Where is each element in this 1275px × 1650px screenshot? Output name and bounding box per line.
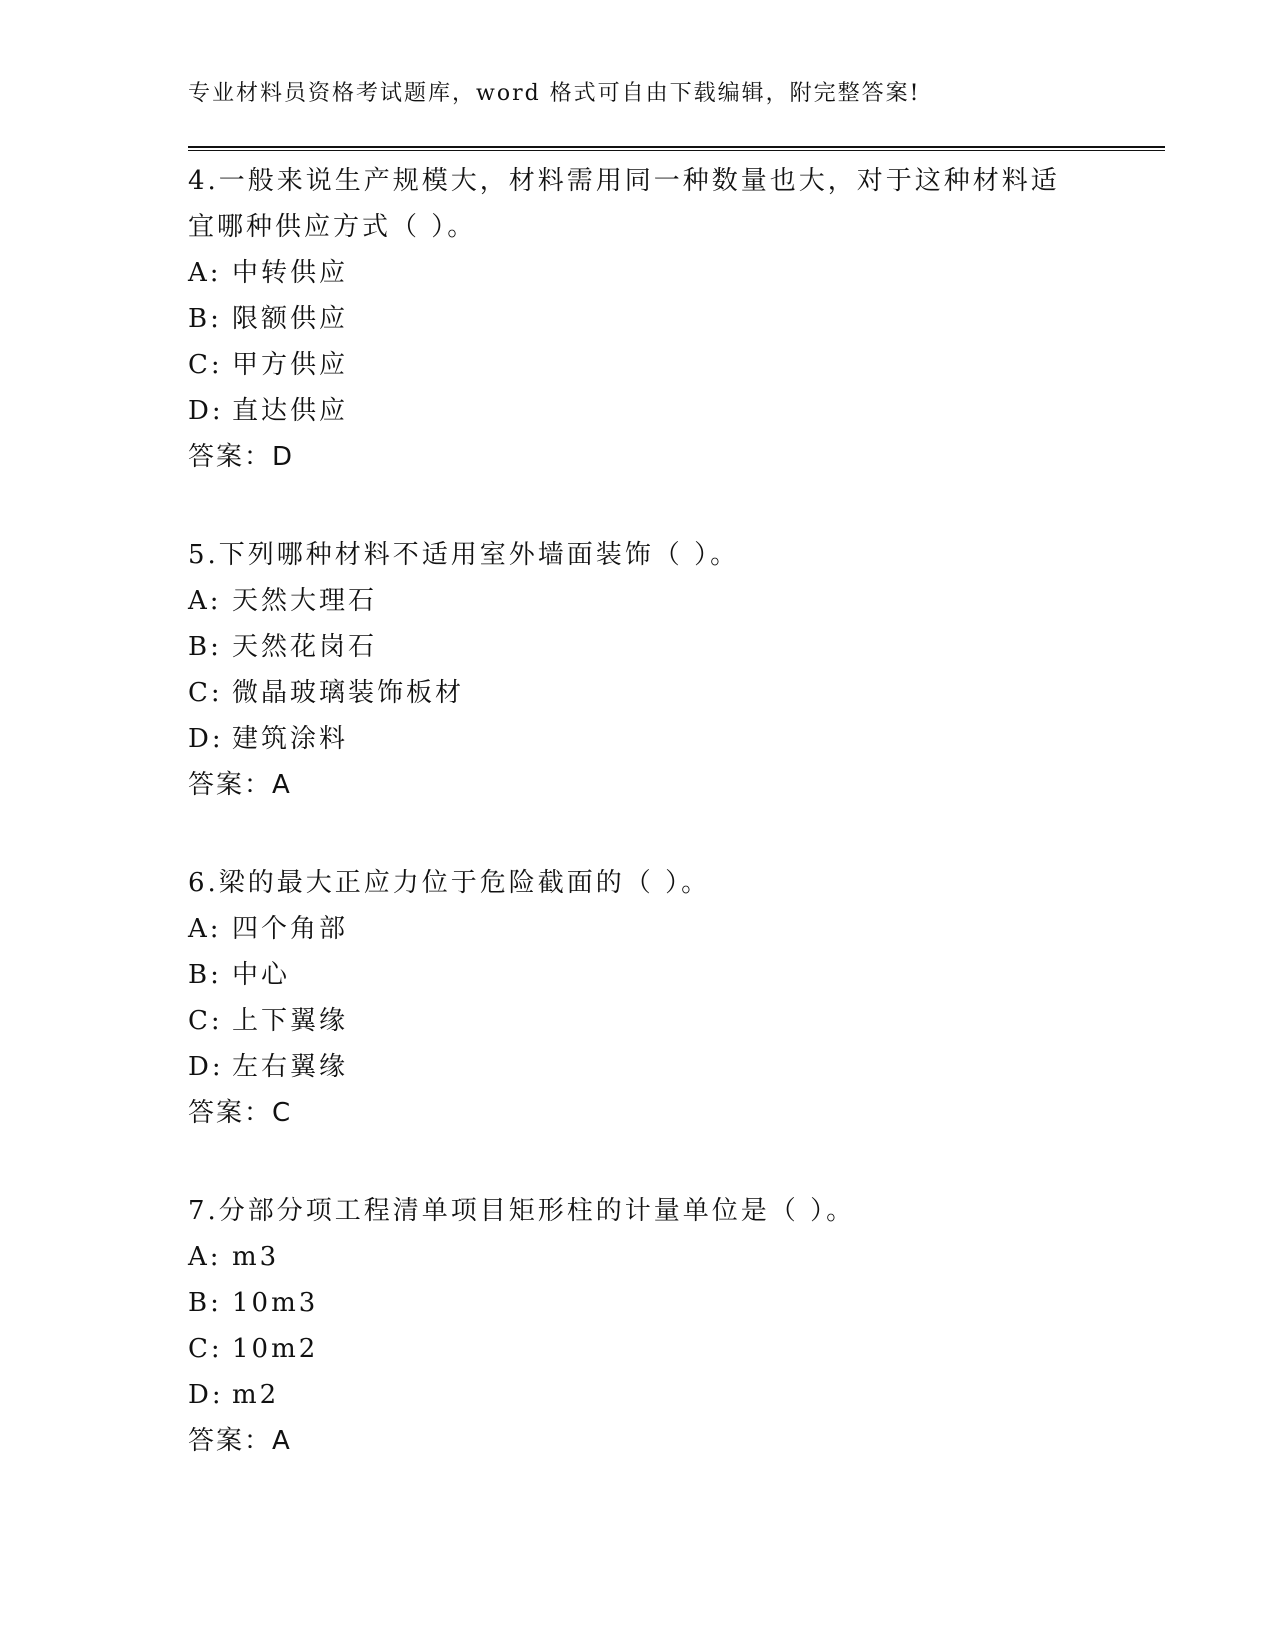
option-a [188, 578, 1088, 624]
option-a [188, 250, 1088, 296]
option-b [188, 624, 1088, 670]
header-divider [188, 146, 1165, 151]
option-c [188, 1326, 1088, 1372]
option-key: D: [188, 724, 224, 754]
question-list [188, 158, 1088, 1516]
question-stem: 5.下列哪种材料不适用室外墙面装饰（ ）。 [188, 540, 740, 570]
option-c [188, 342, 1088, 388]
option-c [188, 998, 1088, 1044]
option-b [188, 952, 1088, 998]
option-text: 甲方供应 [232, 350, 349, 380]
option-key: C: [188, 1006, 223, 1036]
option-a [188, 1234, 1088, 1280]
option-text: 四个角部 [232, 914, 349, 944]
header-note: 专业材料员资格考试题库，word 格式可自由下载编辑，附完整答案! [188, 81, 921, 106]
option-key: D: [188, 1052, 224, 1082]
question-stem: 6.梁的最大正应力位于危险截面的（ ）。 [188, 868, 711, 898]
option-key: C: [188, 1334, 223, 1364]
option-key: C: [188, 350, 223, 380]
answer-line: 答案：A [188, 1426, 292, 1456]
option-key: A: [188, 586, 222, 616]
question-7 [188, 1188, 1088, 1464]
option-key: D: [188, 396, 224, 426]
option-key: B: [188, 1288, 222, 1318]
question-stem: 7.分部分项工程清单项目矩形柱的计量单位是（ ）。 [188, 1196, 856, 1226]
option-text: m3 [232, 1242, 280, 1272]
answer-line: 答案：C [188, 1098, 293, 1128]
option-d [188, 716, 1088, 762]
option-key: A: [188, 258, 222, 288]
option-text: 左右翼缘 [232, 1052, 349, 1082]
option-key: B: [188, 632, 222, 662]
option-text: 微晶玻璃装饰板材 [232, 678, 465, 708]
question-6 [188, 860, 1088, 1136]
question-stem: 4.一般来说生产规模大，材料需用同一种数量也大，对于这种材料适宜哪种供应方式（ ）。 [188, 166, 1060, 242]
option-text: 限额供应 [232, 304, 349, 334]
answer-line: 答案：D [188, 442, 295, 472]
option-key: B: [188, 304, 222, 334]
option-text: 中心 [232, 960, 291, 990]
option-text: 上下翼缘 [232, 1006, 349, 1036]
option-d [188, 1044, 1088, 1090]
option-key: A: [188, 914, 222, 944]
option-d [188, 388, 1088, 434]
option-text: 10m3 [232, 1288, 319, 1318]
answer-line: 答案：A [188, 770, 292, 800]
question-5 [188, 532, 1088, 808]
option-b [188, 1280, 1088, 1326]
option-key: A: [188, 1242, 222, 1272]
option-text: 直达供应 [232, 396, 349, 426]
option-d [188, 1372, 1088, 1418]
option-text: 天然大理石 [232, 586, 378, 616]
option-c [188, 670, 1088, 716]
option-key: C: [188, 678, 223, 708]
option-text: 10m2 [232, 1334, 319, 1364]
option-text: 建筑涂料 [232, 724, 349, 754]
question-4 [188, 158, 1088, 480]
option-text: m2 [232, 1380, 280, 1410]
option-a [188, 906, 1088, 952]
option-b [188, 296, 1088, 342]
option-text: 中转供应 [232, 258, 349, 288]
option-key: D: [188, 1380, 224, 1410]
option-key: B: [188, 960, 222, 990]
option-text: 天然花岗石 [232, 632, 378, 662]
